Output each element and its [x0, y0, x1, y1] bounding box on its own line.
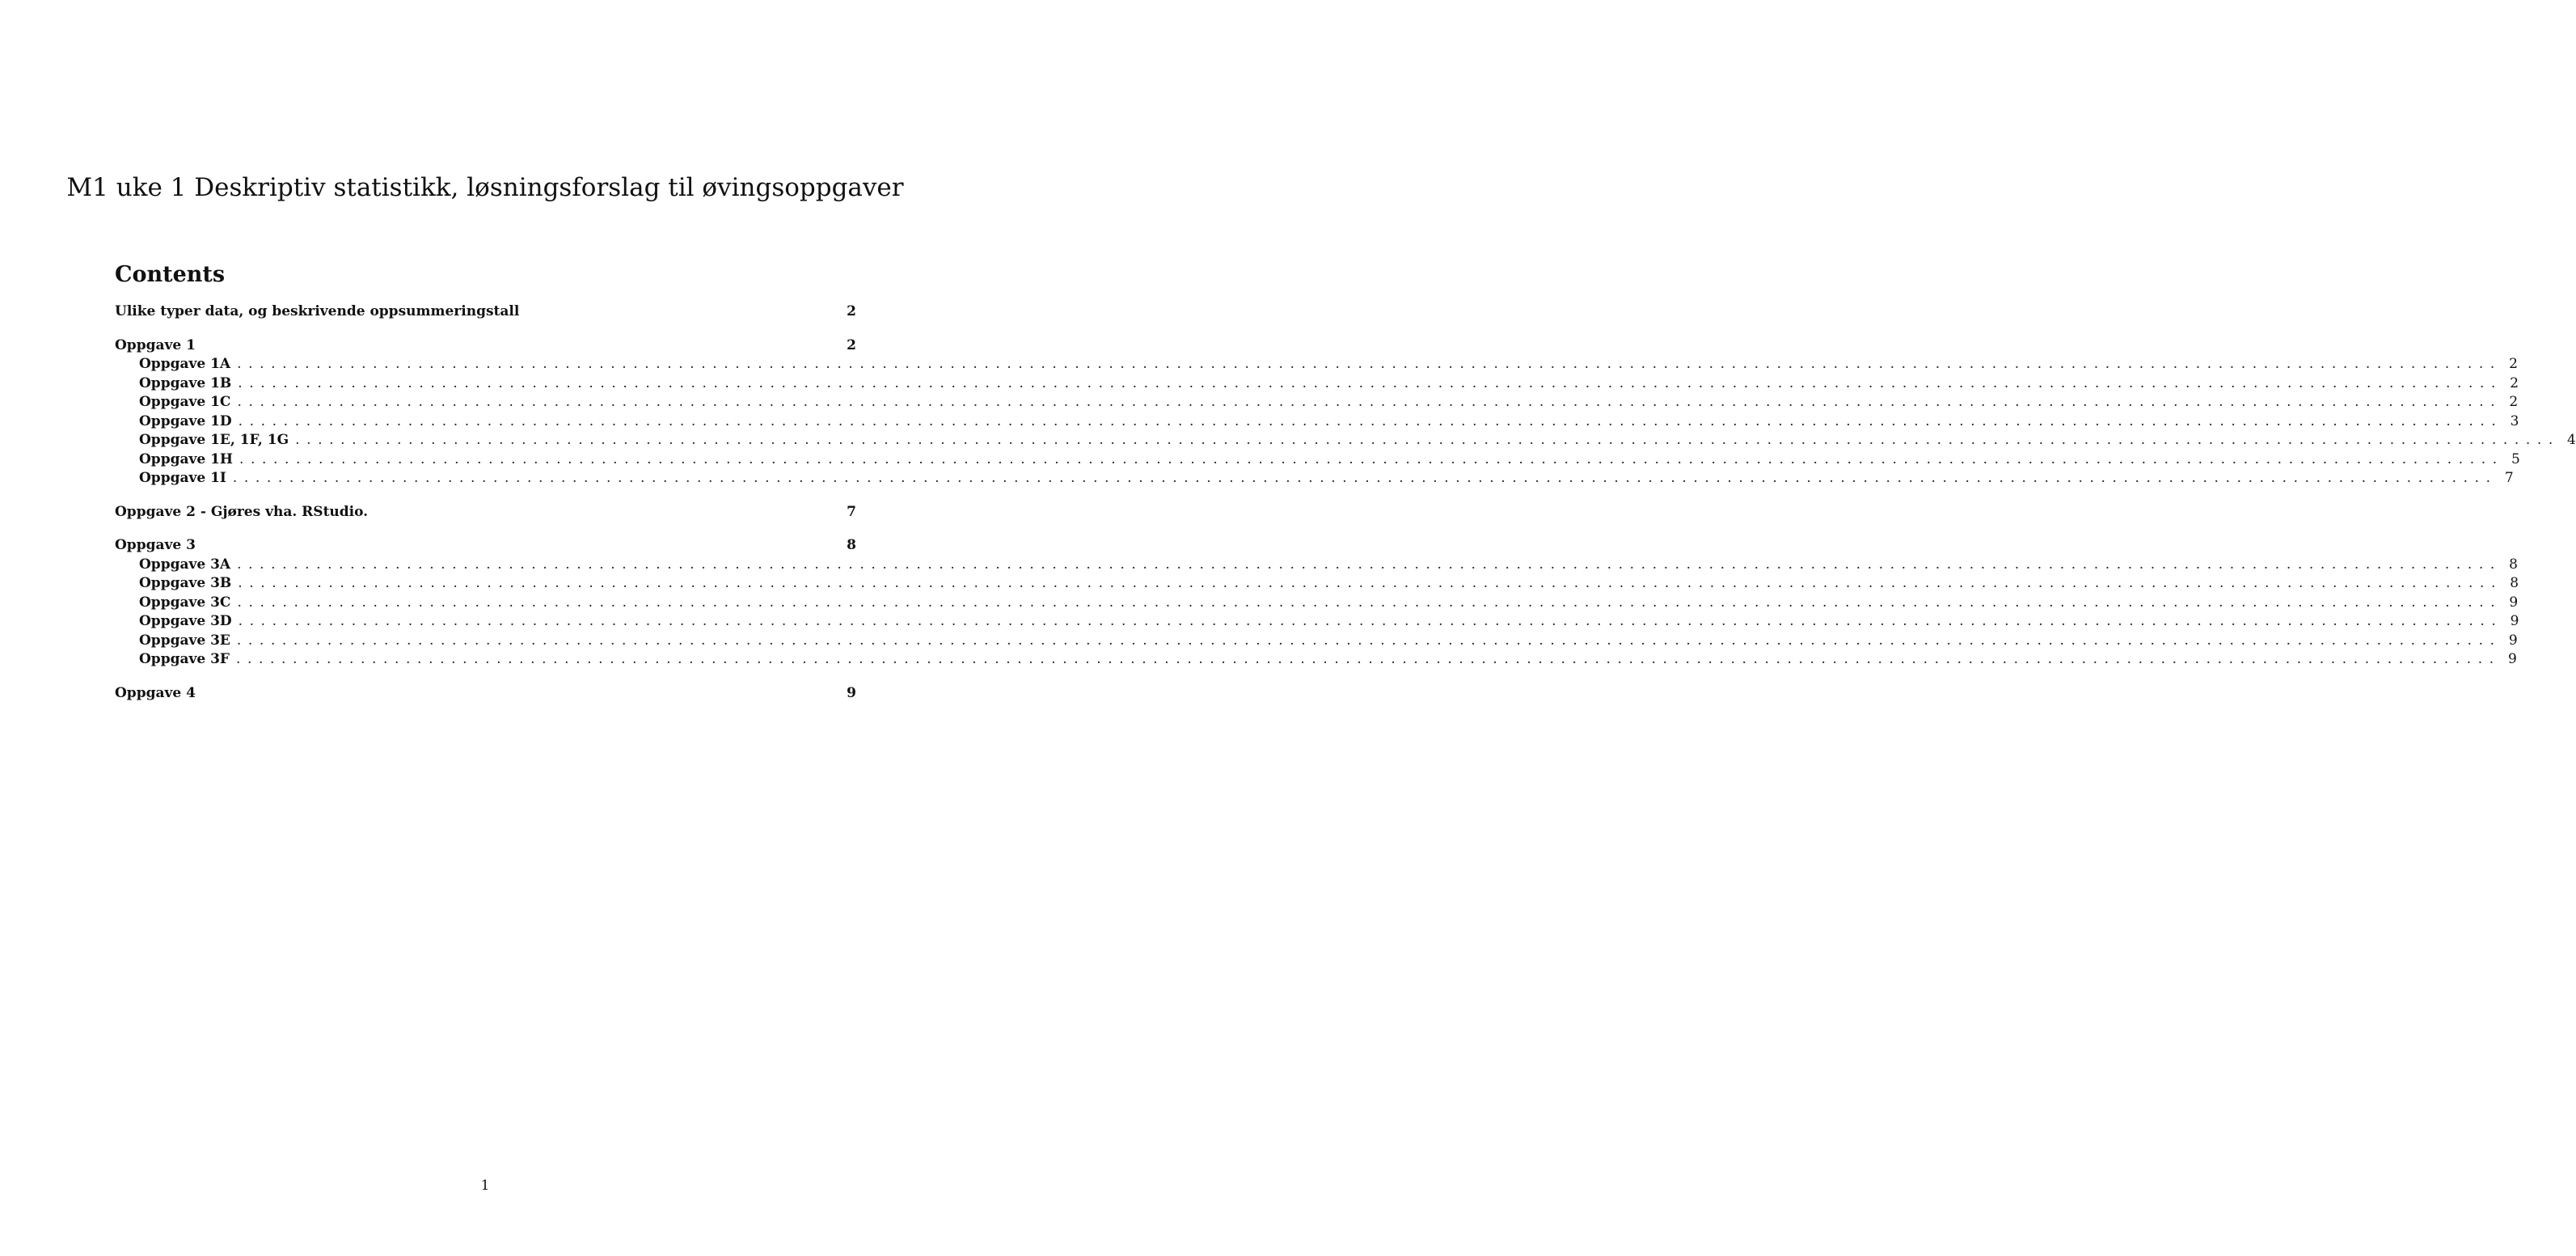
toc-leader-dots: ........................................................................................................................................................................................................ — [237, 394, 2502, 410]
toc-leader-dots: ........................................................................................................................................................................................................ — [239, 450, 2504, 467]
toc-entry[interactable] — [115, 336, 856, 356]
toc-entry-page: 2 — [847, 303, 856, 319]
toc-subentry-page: 2 — [2509, 356, 2518, 372]
toc-subentry[interactable] — [115, 612, 2519, 632]
toc-subentry[interactable] — [115, 412, 2519, 432]
toc-entry-label: Oppgave 1 — [115, 336, 196, 353]
toc-subentry-page: 3 — [2510, 412, 2519, 429]
page-number: 1 — [480, 1178, 490, 1194]
toc-subentry[interactable] — [115, 594, 2519, 613]
toc-subentry[interactable] — [115, 574, 2519, 594]
toc-subentry[interactable] — [115, 469, 2514, 488]
toc-entry-page: 9 — [847, 684, 856, 701]
toc-leader-dots: ........................................................................................................................................................................................................ — [238, 613, 2503, 629]
toc-section — [115, 684, 856, 704]
toc-subentry-label: Oppgave 1I — [139, 470, 226, 486]
toc-subentry-page: 7 — [2504, 470, 2514, 486]
toc-entry[interactable] — [115, 302, 856, 322]
toc-subentry[interactable] — [115, 650, 2517, 670]
toc-entry[interactable] — [115, 503, 856, 522]
toc-subentry-label: Oppgave 3E — [139, 632, 230, 649]
toc-entry-page: 8 — [847, 537, 856, 553]
toc-subentry-label: Oppgave 1D — [139, 412, 232, 429]
page-title: M1 uke 1 Deskriptiv statistikk, løsningsforslag til øvingsoppgaver — [66, 173, 904, 202]
toc-subentry-page: 8 — [2510, 575, 2519, 591]
toc-subentry-page: 9 — [2509, 594, 2519, 611]
toc-entry-page: 2 — [847, 336, 856, 353]
contents-heading: Contents — [115, 262, 226, 287]
toc-leader-dots: ........................................................................................................................................................................................................ — [237, 356, 2502, 372]
toc-subentry-label: Oppgave 3D — [139, 613, 232, 629]
toc-subentry[interactable] — [115, 393, 2519, 412]
toc-entry-label: Oppgave 4 — [115, 684, 196, 701]
toc-leader-dots: ........................................................................................................................................................................................................ — [237, 556, 2502, 573]
toc-subentry-label: Oppgave 3C — [139, 594, 231, 611]
toc-entry[interactable] — [115, 536, 856, 556]
toc-section — [115, 503, 856, 522]
toc-entry[interactable] — [115, 684, 856, 704]
toc-entry-page: 7 — [847, 503, 856, 520]
toc-entry-label: Oppgave 3 — [115, 537, 196, 553]
toc-subentry[interactable] — [115, 355, 2518, 374]
toc-subentry[interactable] — [115, 374, 2519, 394]
toc-subentry-label: Oppgave 3F — [139, 651, 230, 667]
toc-subentry-label: Oppgave 1E, 1F, 1G — [139, 432, 289, 448]
toc-subentry[interactable] — [115, 450, 2520, 470]
toc-entry-label: Oppgave 2 - Gjøres vha. RStudio. — [115, 503, 369, 520]
toc-section — [115, 302, 856, 322]
toc-leader-dots: ........................................................................................................................................................................................................ — [238, 575, 2503, 591]
toc-subentry-page: 2 — [2509, 394, 2519, 410]
toc-subentry-label: Oppgave 3A — [139, 556, 231, 573]
toc-subentry-label: Oppgave 1H — [139, 450, 233, 467]
toc-subentry-label: Oppgave 3B — [139, 575, 232, 591]
toc-subentry-page: 9 — [2507, 651, 2517, 667]
toc-subentry-page: 5 — [2511, 450, 2520, 467]
toc-subentry-label: Oppgave 1A — [139, 356, 231, 372]
toc-subentry-label: Oppgave 1B — [139, 374, 232, 391]
toc-leader-dots: ........................................................................................................................................................................................................ — [238, 412, 2503, 429]
table-of-contents — [115, 302, 2576, 717]
toc-leader-dots: ........................................................................................................................................................................................................ — [236, 632, 2502, 649]
toc-leader-dots: ........................................................................................................................................................................................................ — [238, 374, 2503, 391]
toc-subentry[interactable] — [115, 431, 2576, 450]
toc-section — [115, 336, 2576, 488]
toc-subentry-page: 8 — [2509, 556, 2518, 573]
toc-section — [115, 536, 2519, 670]
toc-subentry-label: Oppgave 1C — [139, 394, 231, 410]
toc-subentry-page: 2 — [2510, 374, 2519, 391]
toc-leader-dots: ........................................................................................................................................................................................................ — [232, 470, 2498, 486]
toc-subentry[interactable] — [115, 556, 2518, 575]
toc-subentry-page: 9 — [2510, 613, 2519, 629]
toc-leader-dots: ........................................................................................................................................................................................................ — [295, 432, 2560, 448]
toc-leader-dots: ........................................................................................................................................................................................................ — [237, 594, 2502, 611]
toc-entry-label: Ulike typer data, og beskrivende oppsummeringstall — [115, 303, 520, 319]
toc-subentry-page: 4 — [2567, 432, 2576, 448]
toc-subentry[interactable] — [115, 632, 2518, 651]
toc-subentry-page: 9 — [2508, 632, 2518, 649]
toc-leader-dots: ........................................................................................................................................................................................................ — [236, 651, 2501, 667]
